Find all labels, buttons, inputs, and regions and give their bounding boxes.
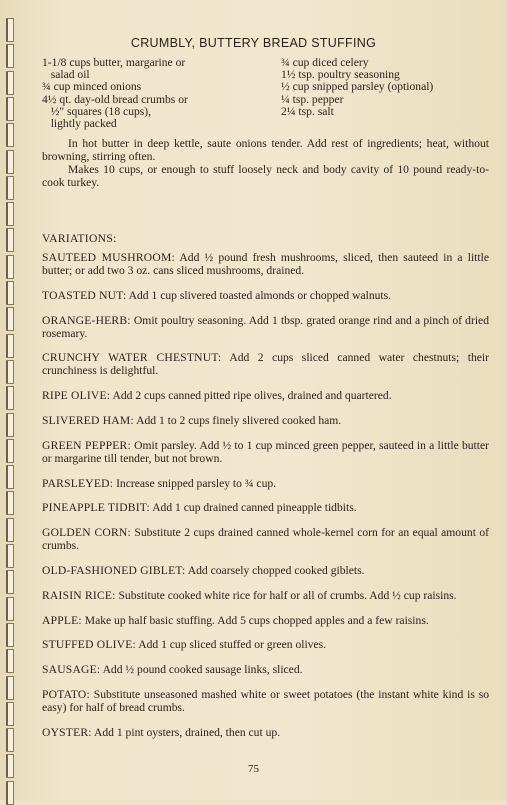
binding-ring xyxy=(6,544,14,568)
variation-name: ORANGE-HERB: xyxy=(42,313,131,327)
ingredient-line: lightly packed xyxy=(42,117,117,131)
ingredient-line: 4½ qt. day-old bread crumbs or xyxy=(42,92,188,106)
page-number: 75 xyxy=(248,763,259,775)
binding-ring xyxy=(6,97,14,121)
variation-item xyxy=(42,289,489,302)
variation-item xyxy=(42,477,489,490)
binding-ring xyxy=(6,360,14,384)
variation-item xyxy=(42,726,489,739)
variation-item xyxy=(42,414,489,427)
variation-name: RAISIN RICE: xyxy=(42,588,116,602)
variation-name: GREEN PEPPER: xyxy=(42,438,131,452)
variation-name: CRUNCHY WATER CHESTNUT: xyxy=(42,351,222,365)
variation-item xyxy=(42,389,489,402)
variation-name: SLIVERED HAM: xyxy=(42,413,134,427)
binding-ring xyxy=(6,649,14,673)
variation-text: Substitute unseasoned mashed white or sweet potatoes (the instant white kind is so easy) for half of bread crumbs. xyxy=(42,687,489,714)
spiral-binding xyxy=(4,0,18,800)
binding-ring xyxy=(6,676,14,700)
variation-name: PARSLEYED: xyxy=(42,476,114,490)
variation-name: POTATO: xyxy=(42,687,90,701)
method-text xyxy=(42,137,489,189)
binding-ring xyxy=(6,728,14,752)
variation-item xyxy=(42,564,489,577)
variation-item xyxy=(42,663,489,676)
variation-text: Make up half basic stuffing. Add 5 cups chopped apples and a few raisins. xyxy=(84,613,429,627)
variation-text: Add 1 cup sliced stuffed or green olives. xyxy=(138,638,327,652)
ingredient-line: salad oil xyxy=(42,68,90,82)
binding-ring xyxy=(6,281,14,305)
variation-name: GOLDEN CORN: xyxy=(42,526,131,540)
variation-item xyxy=(42,251,489,277)
binding-ring xyxy=(6,334,14,358)
variation-text: Add 1 cup drained canned pineapple tidbits. xyxy=(152,501,357,515)
variation-item xyxy=(42,638,489,651)
variation-text: Substitute cooked white rice for half or all of crumbs. Add ½ cup raisins. xyxy=(118,588,457,602)
variation-text: Omit parsley. Add ½ to 1 cup minced green pepper, sauteed in a little butter or margarine till tender, but not brown. xyxy=(42,438,489,465)
binding-ring xyxy=(6,228,14,252)
variation-text: Add coarsely chopped cooked giblets. xyxy=(187,563,365,577)
variation-text: Add 1 to 2 cups finely slivered cooked ham. xyxy=(136,413,342,427)
variation-text: Add 2 cups sliced canned water chestnuts; their crunchiness is delightful. xyxy=(42,351,489,378)
binding-ring xyxy=(6,702,14,726)
variations-heading: VARIATIONS: xyxy=(42,232,117,245)
variation-name: SAUTEED MUSHROOM: xyxy=(42,251,175,264)
variation-text: Add 1 cup slivered toasted almonds or chopped walnuts. xyxy=(128,288,392,302)
ingredient-line: ¾ cup diced celery xyxy=(281,56,369,69)
binding-ring xyxy=(6,518,14,542)
variation-item xyxy=(42,614,489,627)
variation-text: Add 1 pint oysters, drained, then cut up. xyxy=(93,725,281,739)
ingredients-right-column xyxy=(281,57,491,118)
binding-ring xyxy=(6,202,14,226)
binding-ring xyxy=(6,597,14,621)
variation-text: Add ½ pound fresh mushrooms, sliced, then sauteed in a little butter; or add two 3 oz. cans sliced mushrooms, drained. xyxy=(42,251,489,277)
binding-ring xyxy=(6,623,14,647)
variation-item xyxy=(42,314,489,340)
binding-ring xyxy=(6,439,14,463)
ingredient-line: 1-1/8 cups butter, margarine or xyxy=(42,56,186,69)
binding-ring xyxy=(6,465,14,489)
variation-name: RIPE OLIVE: xyxy=(42,389,111,403)
binding-ring xyxy=(6,71,14,95)
variation-name: OLD-FASHIONED GIBLET: xyxy=(42,563,186,577)
variation-text: Substitute 2 cups drained canned whole-kernel corn for an equal amount of crumbs. xyxy=(42,526,490,553)
method-paragraph: In hot butter in deep kettle, saute onions tender. Add rest of ingredients; heat, without browning, stirring often. xyxy=(42,137,489,163)
binding-ring xyxy=(6,176,14,200)
binding-ring xyxy=(6,781,14,805)
variation-item xyxy=(42,439,489,465)
variation-text: Add 2 cups canned pitted ripe olives, drained and quartered. xyxy=(112,389,392,403)
variation-name: TOASTED NUT: xyxy=(42,288,127,302)
variation-item xyxy=(42,351,489,377)
variation-name: OYSTER: xyxy=(42,725,92,739)
ingredient-line: ¾ cup minced onions xyxy=(42,80,142,94)
variation-item xyxy=(42,501,489,514)
ingredient-line: ½ cup snipped parsley (optional) xyxy=(281,80,434,94)
variation-text: Add ½ pound cooked sausage links, sliced. xyxy=(102,663,303,677)
variation-item xyxy=(42,526,489,552)
ingredient-line: ¼ tsp. pepper xyxy=(281,92,344,106)
variation-item xyxy=(42,589,489,602)
binding-ring xyxy=(6,123,14,147)
variation-name: PINEAPPLE TIDBIT: xyxy=(42,501,150,515)
variation-name: SAUSAGE: xyxy=(42,663,101,677)
variation-text: Omit poultry seasoning. Add 1 tbsp. grated orange rind and a pinch of dried rosemary. xyxy=(42,313,489,340)
binding-ring xyxy=(6,150,14,174)
binding-ring xyxy=(6,413,14,437)
ingredient-line: 2¼ tsp. salt xyxy=(281,104,334,118)
method-paragraph: Makes 10 cups, or enough to stuff loosely neck and body cavity of 10 pound ready-to-cook turkey. xyxy=(42,163,489,189)
ingredient-line: ½" squares (18 cups), xyxy=(42,104,152,118)
variation-name: STUFFED OLIVE: xyxy=(42,638,136,652)
binding-ring xyxy=(6,491,14,515)
binding-ring xyxy=(6,255,14,279)
binding-ring xyxy=(6,570,14,594)
recipe-title: CRUMBLY, BUTTERY BREAD STUFFING xyxy=(130,36,377,50)
variation-text: Increase snipped parsley to ¾ cup. xyxy=(116,476,277,490)
variation-item xyxy=(42,688,489,714)
variation-name: APPLE: xyxy=(42,613,82,627)
binding-ring xyxy=(6,307,14,331)
binding-ring xyxy=(6,386,14,410)
variations-list xyxy=(42,251,489,751)
ingredient-line: 1½ tsp. poultry seasoning xyxy=(281,68,400,82)
ingredients-left-column xyxy=(42,57,272,130)
